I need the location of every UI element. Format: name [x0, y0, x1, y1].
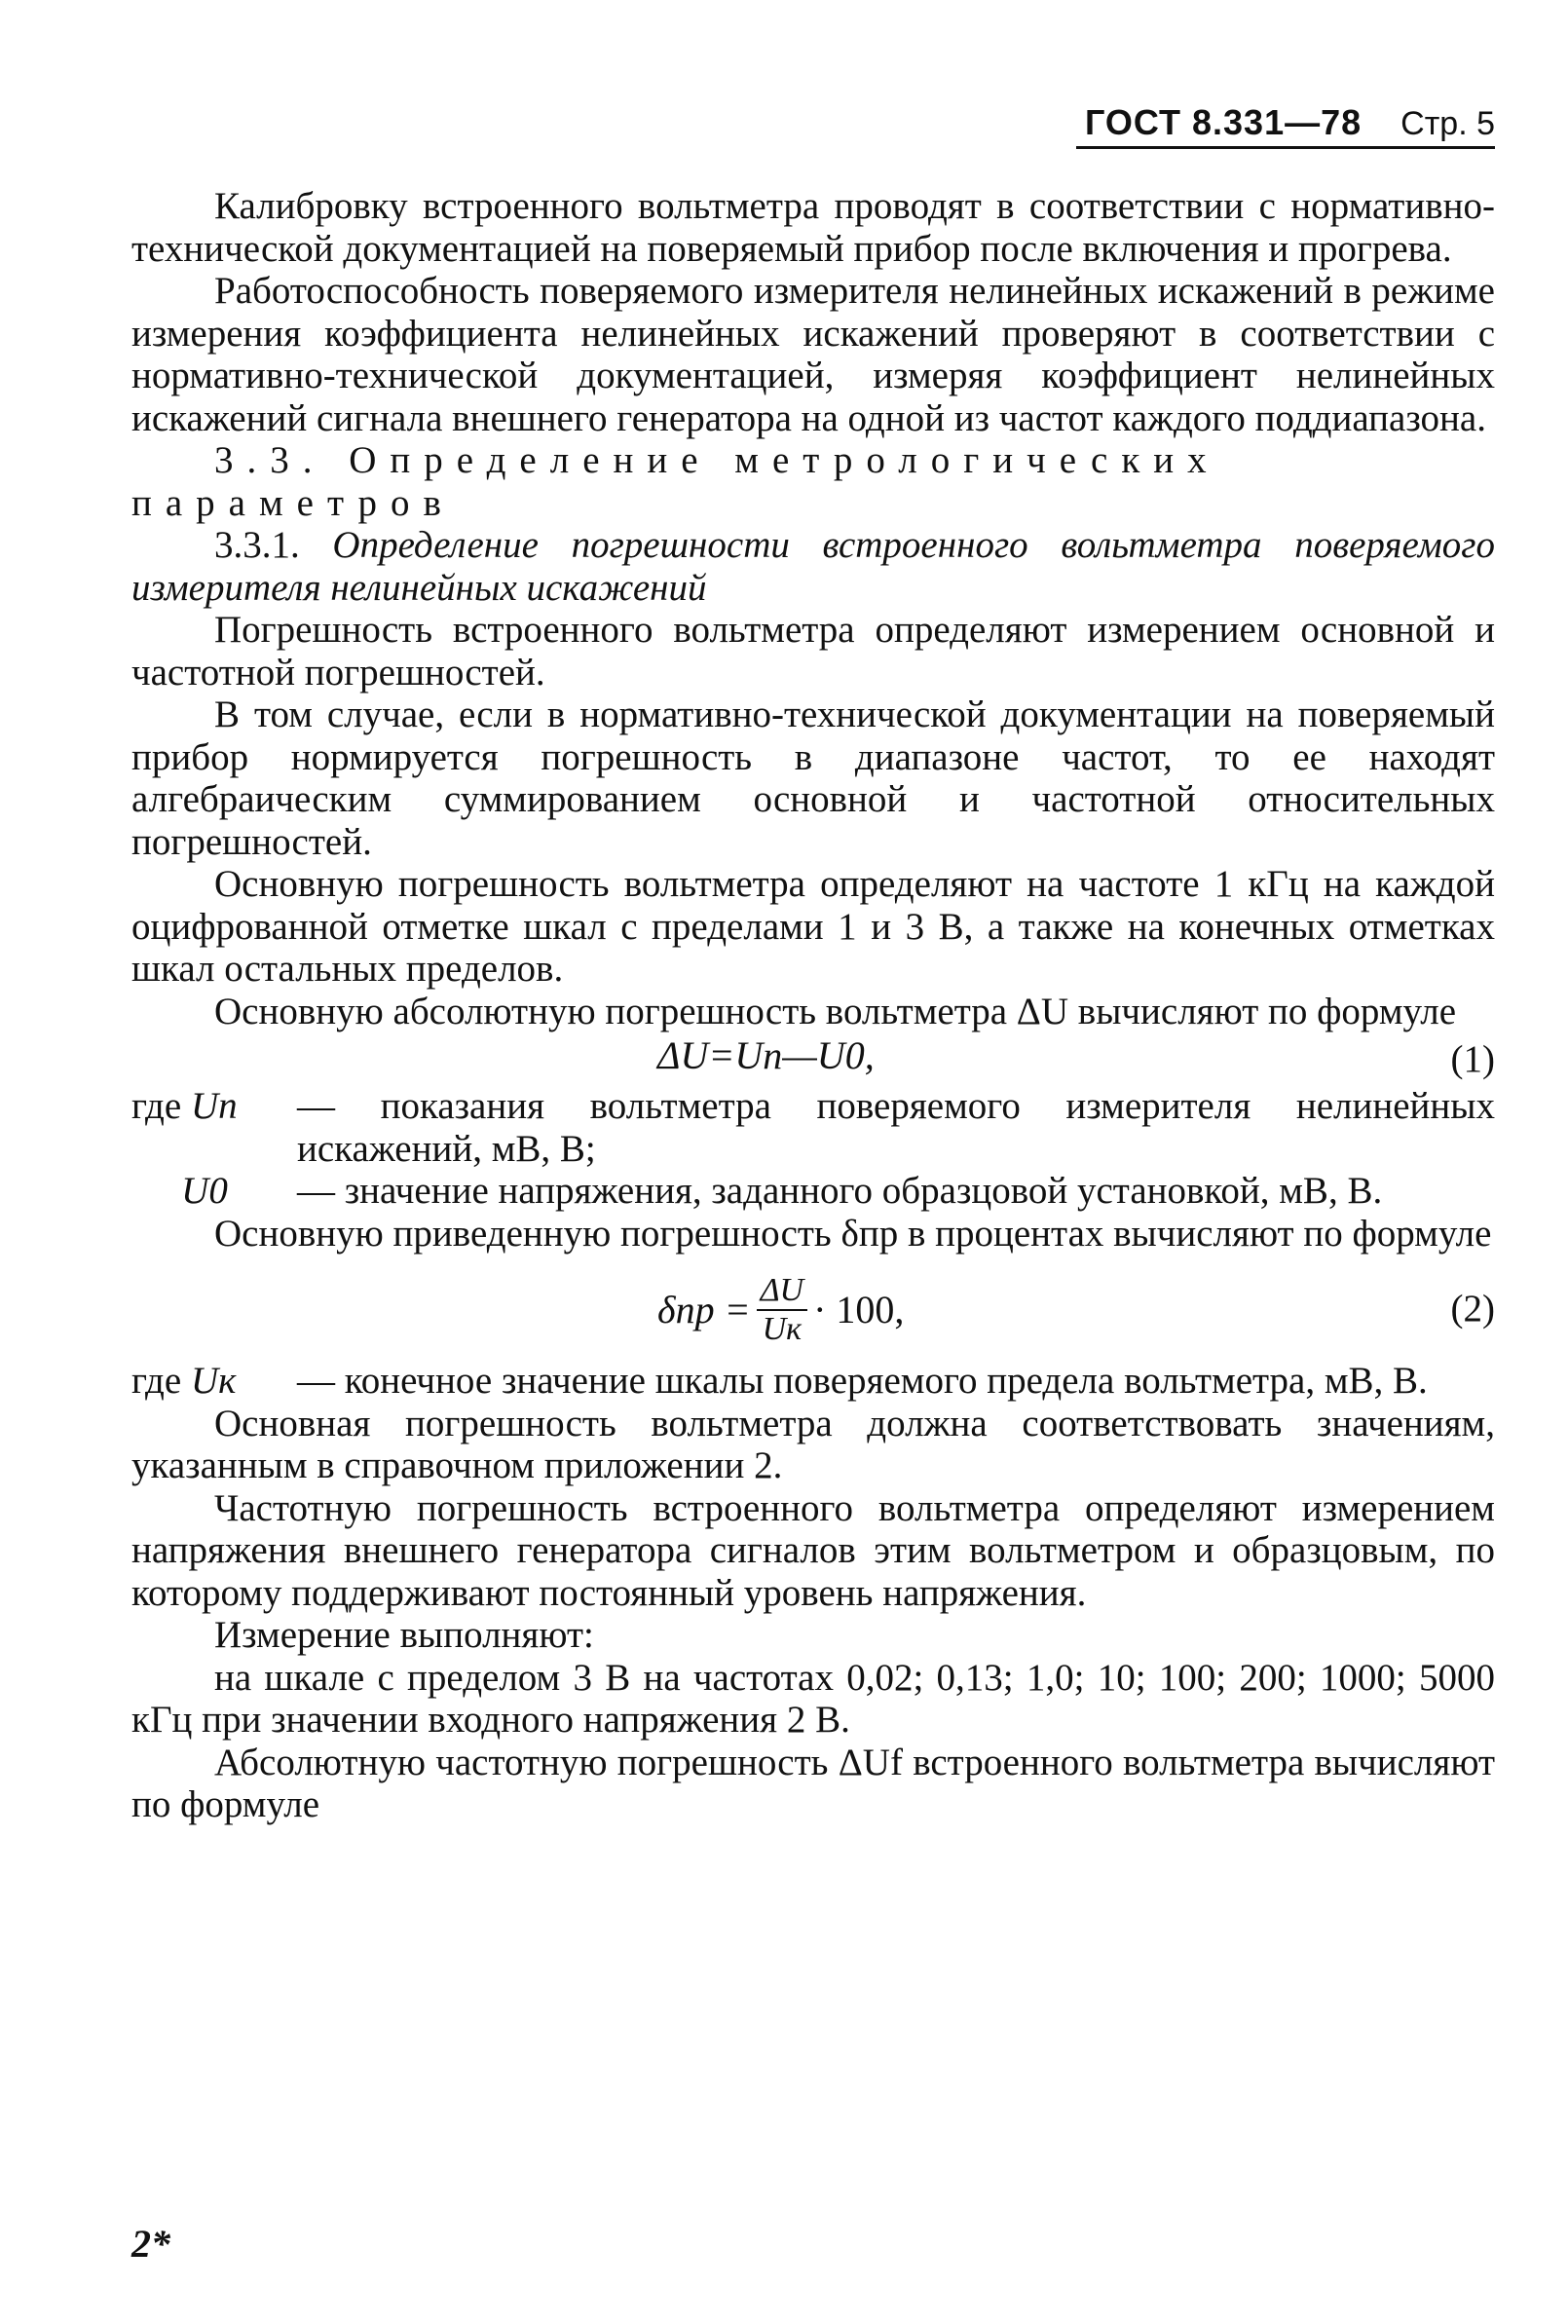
- formula-2-lhs: δпр =: [657, 1288, 751, 1332]
- formula-2-rhs: · 100,: [813, 1288, 905, 1332]
- fraction-numerator: ΔU: [757, 1272, 808, 1311]
- formula-2-fraction: [757, 1272, 808, 1348]
- definition-u-p: — показания вольтметра поверяемого измерителя нелинейных искажений, мВ, В;: [297, 1085, 1495, 1170]
- formula-2: [131, 1258, 1495, 1356]
- paragraph-absolute-error: Основную абсолютную погрешность вольтметра ΔU вычисляют по формуле: [214, 990, 1457, 1032]
- paragraph-operability: Работоспособность поверяемого измерителя нелинейных искажений в режиме измерения коэффициента нелинейных искажений проверяют в соответствии с нормативно-технической документацией, измеряя коэффициент нелинейных искажений сигнала внешнего генератора на одной из частот каждого поддиапазона.: [131, 270, 1495, 439]
- paragraph-measurement-intro: Измерение выполняют:: [214, 1614, 594, 1656]
- paragraph-error-components: Погрешность встроенного вольтметра определяют измерением основной и частотной погрешностей.: [131, 609, 1495, 693]
- symbol-u-0: U0: [181, 1170, 228, 1212]
- subsection-heading-3-3-1: [131, 524, 1495, 609]
- paragraph-calibration: Калибровку встроенного вольтметра проводят в соответствии с нормативно-технической документацией на поверяемый прибор после включения и прогрева.: [131, 185, 1495, 270]
- where-block-1: [131, 1085, 1495, 1213]
- page-header: [989, 102, 1495, 151]
- paragraph-absolute-frequency-error: Абсолютную частотную погрешность ΔUf встроенного вольтметра вычисляют по формуле: [131, 1741, 1495, 1825]
- paragraph-reduced-error: Основную приведенную погрешность δпр в процентах вычисляют по формуле: [214, 1212, 1492, 1255]
- document-page: [131, 0, 1495, 2324]
- formula-1-expression: ΔU=Uп—U0,: [657, 1033, 875, 1077]
- paragraph-frequency-error: Частотную погрешность встроенного вольтметра определяют измерением напряжения внешнего генератора сигналов этим вольтметром и образцовым, по которому поддерживают постоянный уровень напряжения.: [131, 1486, 1495, 1614]
- where-label: где: [131, 1085, 182, 1127]
- paragraph-appendix-reference: Основная погрешность вольтметра должна соответствовать значениям, указанным в справочном приложении 2.: [131, 1402, 1495, 1486]
- subsection-title: Определение погрешности встроенного вольтметра поверяемого измерителя нелинейных искажений: [131, 524, 1495, 609]
- fraction-denominator: Uк: [762, 1311, 803, 1347]
- paragraph-basic-error: Основную погрешность вольтметра определяют на частоте 1 кГц на каждой оцифрованной отметке шкал с пределами 1 и 3 В, а также на конечных отметках шкал остальных пределов.: [131, 863, 1495, 990]
- paragraph-frequency-range: В том случае, если в нормативно-технической документации на поверяемый прибор нормируется погрешность в диапазоне частот, то ее находят алгебраическим суммированием основной и частотной относительных погрешностей.: [131, 693, 1495, 863]
- formula-1: [131, 1034, 1495, 1083]
- symbol-u-p: Uп: [190, 1085, 238, 1127]
- where-3-symbol-cell: [131, 1360, 278, 1403]
- formula-2-number: (2): [1450, 1288, 1495, 1330]
- page-signature: 2*: [131, 2222, 170, 2266]
- where-1-symbol-cell: [131, 1085, 278, 1170]
- section-heading-3-3: 3.3. Определение метрологических параметров: [131, 439, 1220, 524]
- where-2-symbol-cell: [131, 1170, 278, 1213]
- definition-u-k: — конечное значение шкалы поверяемого предела вольтметра, мВ, В.: [297, 1360, 1428, 1402]
- formula-1-number: (1): [1450, 1038, 1495, 1080]
- standard-code: ГОСТ 8.331—78: [1084, 102, 1363, 142]
- definition-u-0: — значение напряжения, заданного образцовой установкой, мВ, В.: [297, 1170, 1383, 1212]
- where-label: где: [131, 1360, 182, 1402]
- symbol-u-k: Uк: [190, 1360, 237, 1402]
- page-number: Стр. 5: [1400, 105, 1495, 142]
- where-block-2: [131, 1360, 1495, 1403]
- paragraph-measurement-frequencies: на шкале с пределом 3 В на частотах 0,02; 0,13; 1,0; 10; 100; 200; 1000; 5000 кГц при значении входного напряжения 2 В.: [131, 1656, 1495, 1741]
- formula-2-expression: [657, 1272, 904, 1348]
- subsection-number: 3.3.1.: [214, 524, 300, 566]
- header-rule: [1076, 146, 1495, 149]
- document-body: [131, 185, 1495, 1826]
